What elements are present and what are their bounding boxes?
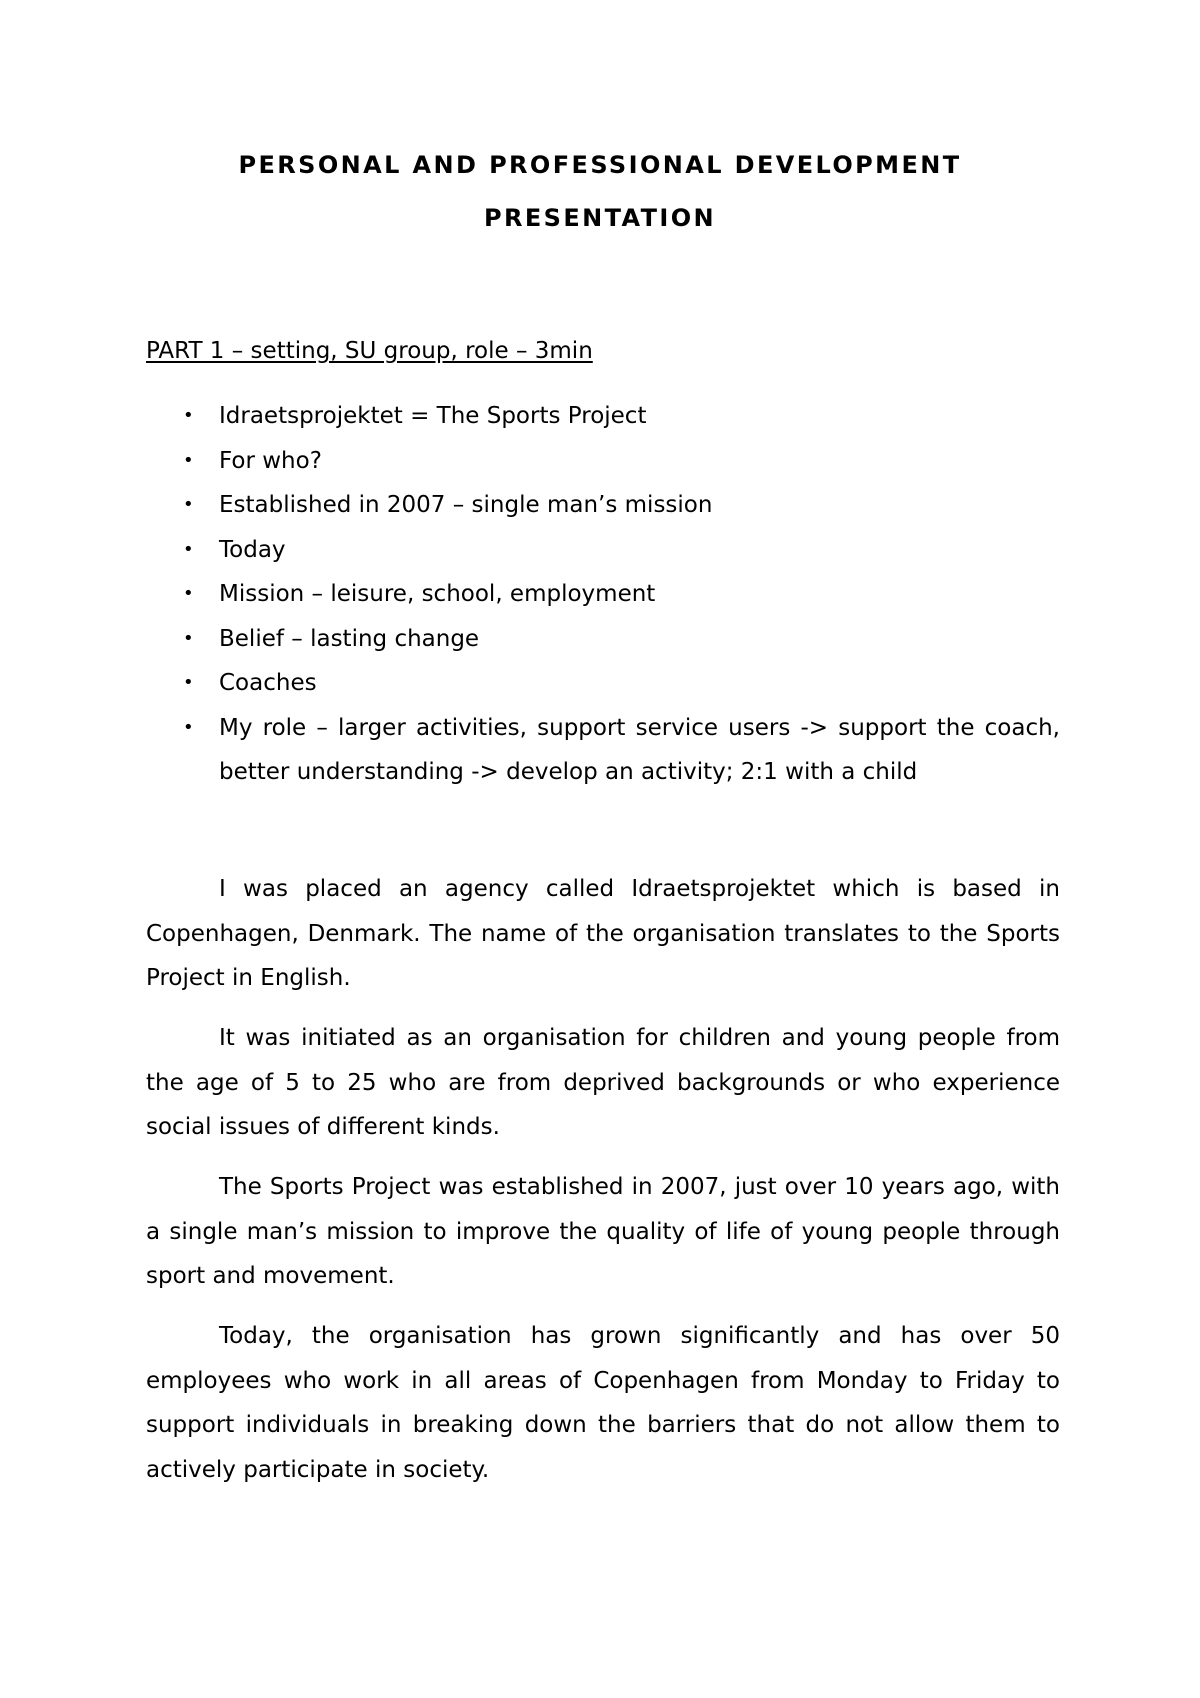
bullet-item xyxy=(146,394,1060,439)
bullet-text: Today xyxy=(219,536,286,563)
bullet-item xyxy=(146,439,1060,484)
bullet-text: Mission – leisure, school, employment xyxy=(219,581,656,607)
document-title-line-2: PRESENTATION xyxy=(483,204,717,232)
bullet-icon: • xyxy=(183,627,194,649)
bullet-list xyxy=(146,394,1060,795)
bullet-text: Established in 2007 – single man’s mission xyxy=(219,492,713,518)
bullet-item xyxy=(146,528,1060,573)
bullet-text: Belief – lasting change xyxy=(219,625,480,652)
bullet-icon: • xyxy=(183,405,194,426)
body-paragraph-2: It was initiated as an organisation for children and young people from the age of 5 to 25 who are from deprived backgrounds or who experience social issues of different kinds. xyxy=(146,1025,1060,1140)
bullet-text: Idraetsprojektet = The Sports Project xyxy=(219,403,647,429)
bullet-icon: • xyxy=(183,494,194,515)
bullet-icon: • xyxy=(183,583,194,604)
bullet-item xyxy=(146,706,1060,795)
part-heading: PART 1 – setting, SU group, role – 3min xyxy=(146,338,593,364)
bullet-item xyxy=(146,483,1060,528)
bullet-icon: • xyxy=(183,538,194,560)
bullet-text: For who? xyxy=(219,447,322,474)
bullet-text: My role – larger activities, support service users -> support the coach, better understanding -> develop an activity; 2:1 with a child xyxy=(219,714,1060,785)
bullet-item xyxy=(146,572,1060,617)
body-paragraph-1: I was placed an agency called Idraetsprojektet which is based in Copenhagen, Denmark. The name of the organisation translates to the Sports Project in English. xyxy=(146,876,1060,991)
bullet-icon: • xyxy=(183,672,194,693)
bullet-text: Coaches xyxy=(219,670,317,696)
bullet-icon: • xyxy=(183,716,194,738)
body-paragraph-3: The Sports Project was established in 2007, just over 10 years ago, with a single man’s mission to improve the quality of life of young people through sport and movement. xyxy=(146,1174,1060,1289)
bullet-icon: • xyxy=(183,449,194,471)
bullet-item xyxy=(146,661,1060,706)
body-paragraph-4: Today, the organisation has grown significantly and has over 50 employees who work in all areas of Copenhagen from Monday to Friday to support individuals in breaking down the barriers that do not allow them to actively participate in society. xyxy=(146,1323,1060,1483)
bullet-item xyxy=(146,617,1060,662)
document-title-line-1: PERSONAL AND PROFESSIONAL DEVELOPMENT xyxy=(238,151,962,179)
